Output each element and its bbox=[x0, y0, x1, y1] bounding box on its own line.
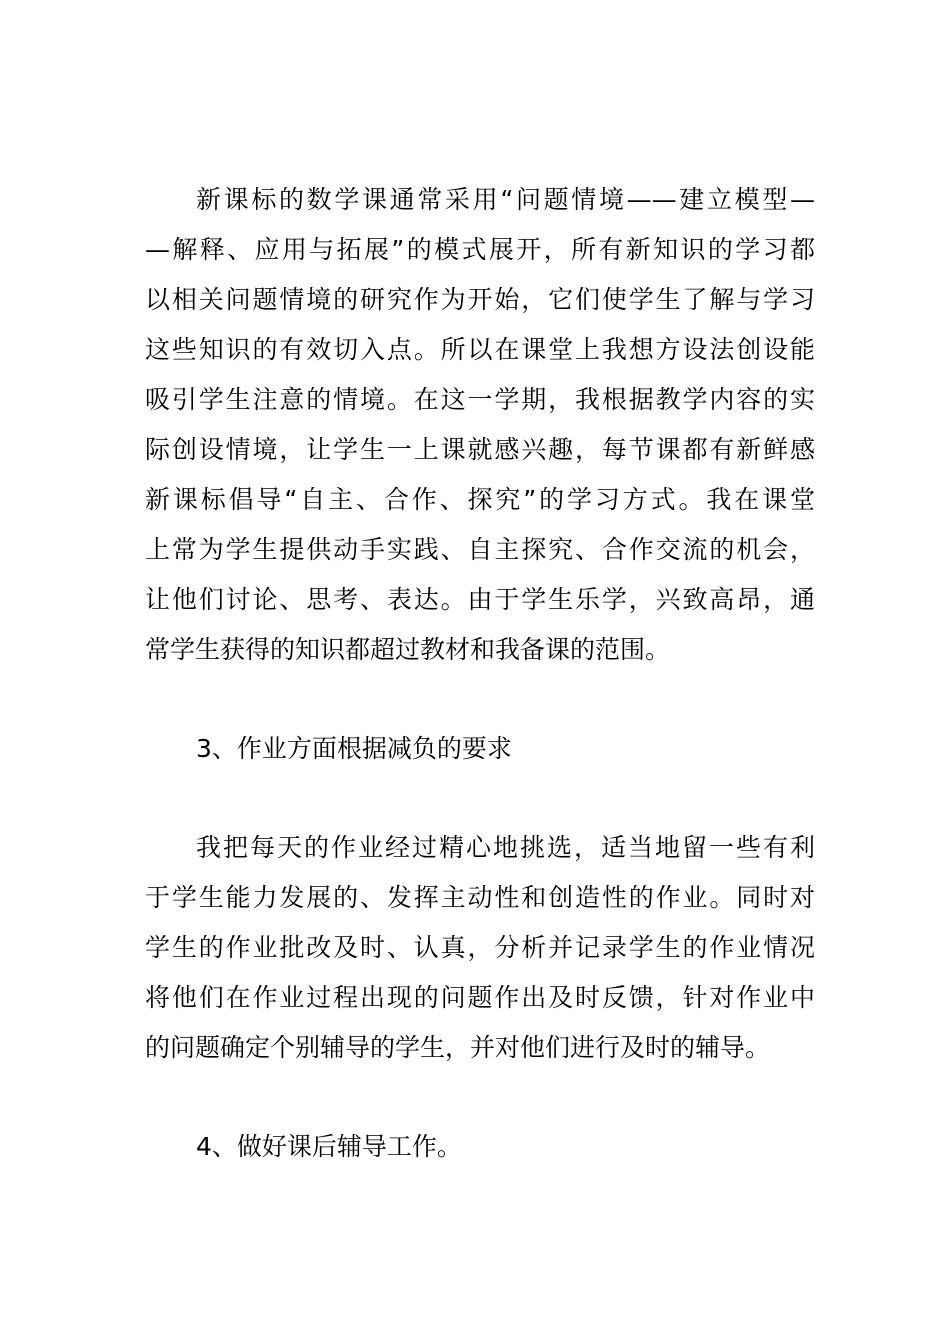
paragraph-2-line-3: 学生的作业批改及时、认真，分析并记录学生的作业情况 bbox=[145, 933, 815, 962]
paragraph-1-line-8: 上常为学生提供动手实践、自主探究、合作交流的机会， bbox=[145, 535, 815, 564]
section-heading-3: 3、作业方面根据减负的要求 bbox=[196, 734, 512, 763]
paragraph-1-line-5: 吸引学生注意的情境。在这一学期，我根据教学内容的实 bbox=[145, 385, 815, 414]
paragraph-2-line-2: 于学生能力发展的、发挥主动性和创造性的作业。同时对 bbox=[145, 883, 815, 912]
paragraph-1-line-6: 际创设情境，让学生一上课就感兴趣，每节课都有新鲜感 bbox=[145, 435, 815, 464]
paragraph-1-line-10: 常学生获得的知识都超过教材和我备课的范围。 bbox=[145, 635, 671, 664]
paragraph-2-line-4: 将他们在作业过程出现的问题作出及时反馈，针对作业中 bbox=[145, 983, 815, 1012]
paragraph-2-line-1: 我把每天的作业经过精心地挑选，适当地留一些有利 bbox=[196, 833, 815, 862]
paragraph-2-line-5: 的问题确定个别辅导的学生，并对他们进行及时的辅导。 bbox=[145, 1033, 771, 1062]
paragraph-1-line-9: 让他们讨论、思考、表达。由于学生乐学，兴致高昂，通 bbox=[145, 585, 815, 614]
section-heading-4: 4、做好课后辅导工作。 bbox=[196, 1132, 462, 1161]
paragraph-1-line-3: 以相关问题情境的研究作为开始，它们使学生了解与学习 bbox=[145, 285, 815, 314]
paragraph-1-line-1: 新课标的数学课通常采用“问题情境——建立模型— bbox=[196, 185, 815, 214]
paragraph-1-line-2: —解释、应用与拓展”的模式展开，所有新知识的学习都 bbox=[145, 235, 815, 264]
paragraph-1-line-7: 新课标倡导“自主、合作、探究”的学习方式。我在课堂 bbox=[145, 485, 815, 514]
paragraph-1-line-4: 这些知识的有效切入点。所以在课堂上我想方设法创设能 bbox=[145, 335, 815, 364]
